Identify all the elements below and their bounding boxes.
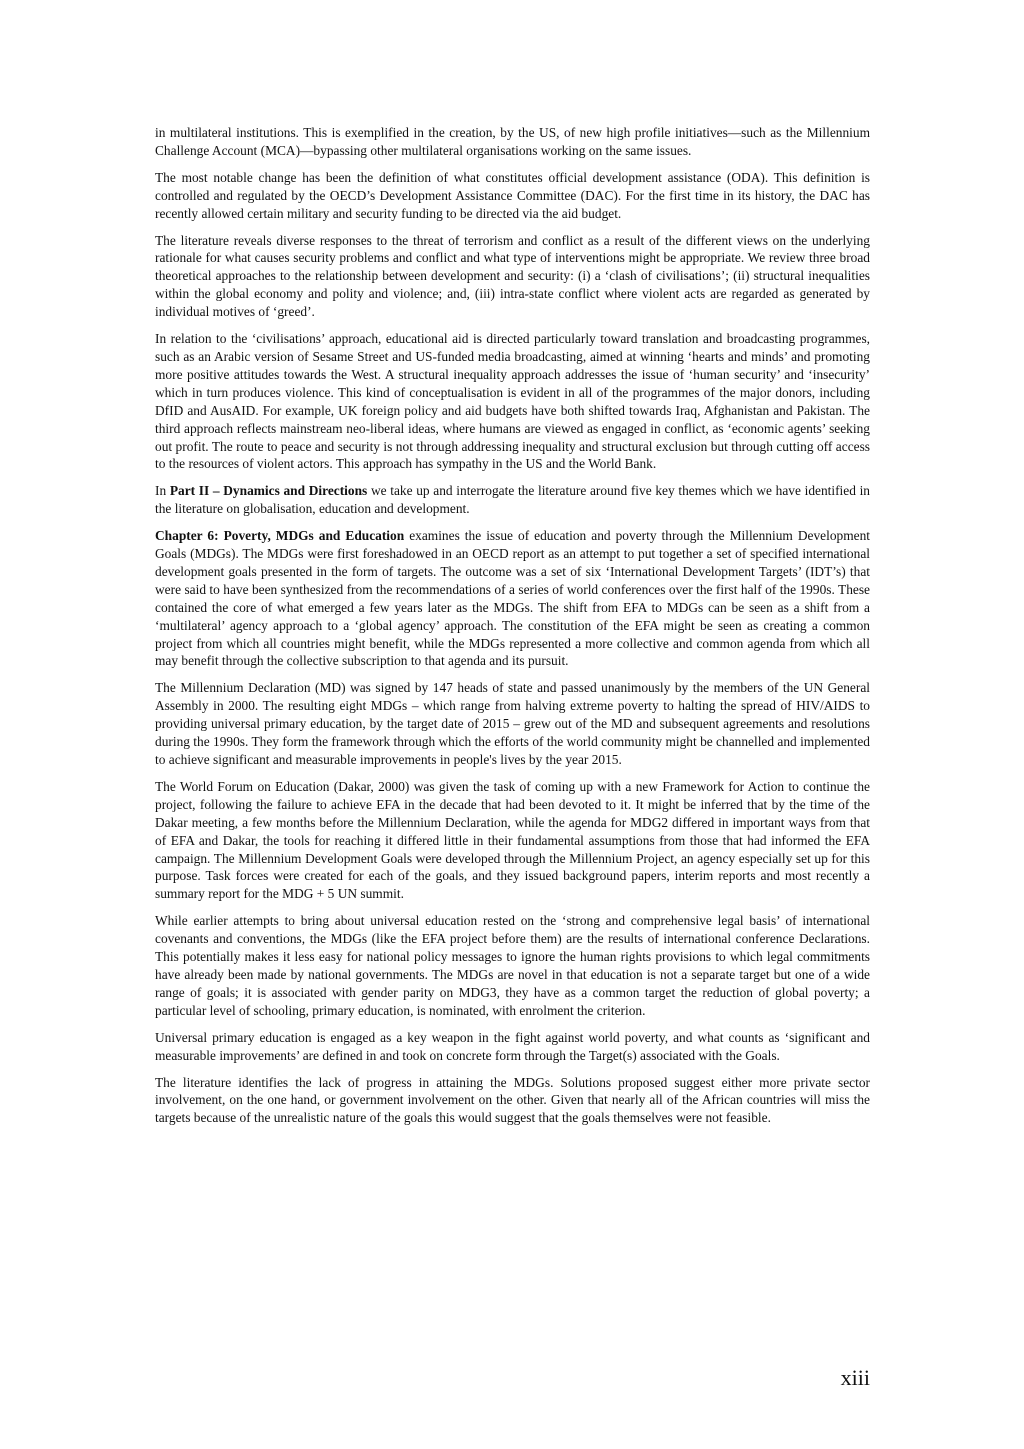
- chapter-six-text: examines the issue of education and poverty through the Millennium Development Goals (MDGs). The MDGs were first foreshadowed in an OECD report as an attempt to put together a set of specified international development goals presented in the form of targets. The outcome was a set of six ‘International Development Targets’ (IDT’s) that were said to have been synthesized from the recommendations of a series of world conferences over the first half of the 1990s. These contained the core of what emerged a few years later as the MDGs. The shift from EFA to MDGs can be seen as a shift from a ‘multilateral’ agency approach to a ‘global agency’ approach. The constitution of the EFA might be seen as creating a common project from which all countries might benefit, while the MDGs represented a more collective and common agenda from which all may benefit through the collective subscription to that agenda and its pursuit.: [155, 528, 870, 669]
- paragraph-civilisations-approach: In relation to the ‘civilisations’ approach, educational aid is directed particularly toward translation and broadcasting programmes, such as an Arabic version of Sesame Street and US-funded media broadcasting, aimed at winning ‘hearts and minds’ and promoting more positive attitudes towards the West. A structural inequality approach addresses the issue of ‘human security’ and ‘insecurity’ which in turn produces violence. This kind of conceptualisation is evident in all of the programmes of the major donors, including DfID and AusAID. For example, UK foreign policy and aid budgets have both shifted towards Iraq, Afghanistan and Pakistan. The third approach reflects mainstream neo-liberal ideas, where humans are viewed as engaged in conflict, as ‘economic agents’ seeking out profit. The route to peace and security is not through addressing inequality and structural exclusion but through cutting off access to the resources of violent actors. This approach has sympathy in the US and the World Bank.: [155, 331, 870, 472]
- paragraph-universal-primary: Universal primary education is engaged as a key weapon in the fight against world poverty, and what counts as ‘significant and measurable improvements’ are defined in and took on concrete form through the Target(s) associated with the Goals.: [155, 1029, 870, 1063]
- paragraph-millennium-declaration: The Millennium Declaration (MD) was signed by 147 heads of state and passed unanimously by the members of the UN General Assembly in 2000. The resulting eight MDGs – which range from halving extreme poverty to halting the spread of HIV/AIDS to providing universal primary education, by the target date of 2015 – grew out of the MD and subsequent agreements and resolutions during the 1990s. They form the framework through which the efforts of the world community might be channelled and implemented to achieve significant and measurable improvements in people's lives by the year 2015.: [155, 680, 870, 767]
- paragraph-chapter-six: [155, 527, 870, 670]
- paragraph-world-forum: The World Forum on Education (Dakar, 2000) was given the task of coming up with a new Framework for Action to continue the project, following the failure to achieve EFA in the decade that had been devoted to it. It might be inferred that by the time of the Dakar meeting, a few months before the Millennium Declaration, while the agenda for MDG2 differed in important ways from that of EFA and Dakar, the tools for reaching it differed little in their fundamental assumptions from those that had informed the EFA campaign. The Millennium Development Goals were developed through the Millennium Project, an agency especially set up for this purpose. Task forces were created for each of the goals, and they issued background papers, interim reports and most recently a summary report for the MDG + 5 UN summit.: [155, 778, 870, 902]
- page-number: xiii: [840, 1365, 870, 1390]
- paragraph-three-approaches: The literature reveals diverse responses to the threat of terrorism and conflict as a result of the different views on the underlying rationale for what causes security problems and conflict and what type of interventions might be appropriate. We review three broad theoretical approaches to the relationship between development and security: (i) a ‘clash of civilisations’; (ii) structural inequalities within the global economy and polity and violence; and, (iii) intra-state conflict where violent acts are regarded as generated by individual motives of ‘greed’.: [155, 232, 870, 320]
- paragraph-lack-of-progress: The literature identifies the lack of progress in attaining the MDGs. Solutions proposed suggest either more private sector involvement, on the one hand, or government involvement on the other. Given that nearly all of the African countries will miss the targets because of the unrealistic nature of the goals this would suggest that the goals themselves were not feasible.: [155, 1074, 870, 1126]
- paragraph-mca: in multilateral institutions. This is exemplified in the creation, by the US, of new high profile initiatives—such as the Millennium Challenge Account (MCA)—bypassing other multilateral organisations working on the same issues.: [155, 125, 870, 158]
- part-two-text: we take up and interrogate the literature around five key themes which we have identified in the literature on globalisation, education and development.: [155, 483, 870, 517]
- part-two-prefix: In: [155, 483, 170, 499]
- part-two-heading: Part II – Dynamics and Directions: [169, 483, 368, 499]
- paragraph-legal-basis: While earlier attempts to bring about universal education rested on the ‘strong and comprehensive legal basis’ of international covenants and conventions, the MDGs (like the EFA project before them) are the results of international conference Declarations. This potentially makes it less easy for national policy messages to ignore the human rights provisions to which legal commitments have already been made by national governments. The MDGs are novel in that education is not a separate target but one of a wide range of goals; it is associated with gender parity on MDG3, they have as a common target the reduction of global poverty; a particular level of schooling, primary education, is nominated, with enrolment the criterion.: [155, 913, 870, 1018]
- paragraph-part-two-intro: [155, 482, 870, 518]
- paragraph-oda-definition: The most notable change has been the definition of what constitutes official development assistance (ODA). This definition is controlled and regulated by the OECD’s Development Assistance Committee (DAC). For the first time in its history, the DAC has recently allowed certain military and security funding to be directed via the aid budget.: [155, 169, 870, 221]
- chapter-six-heading: Chapter 6: Poverty, MDGs and Education: [155, 528, 405, 544]
- document-body: [155, 124, 870, 1136]
